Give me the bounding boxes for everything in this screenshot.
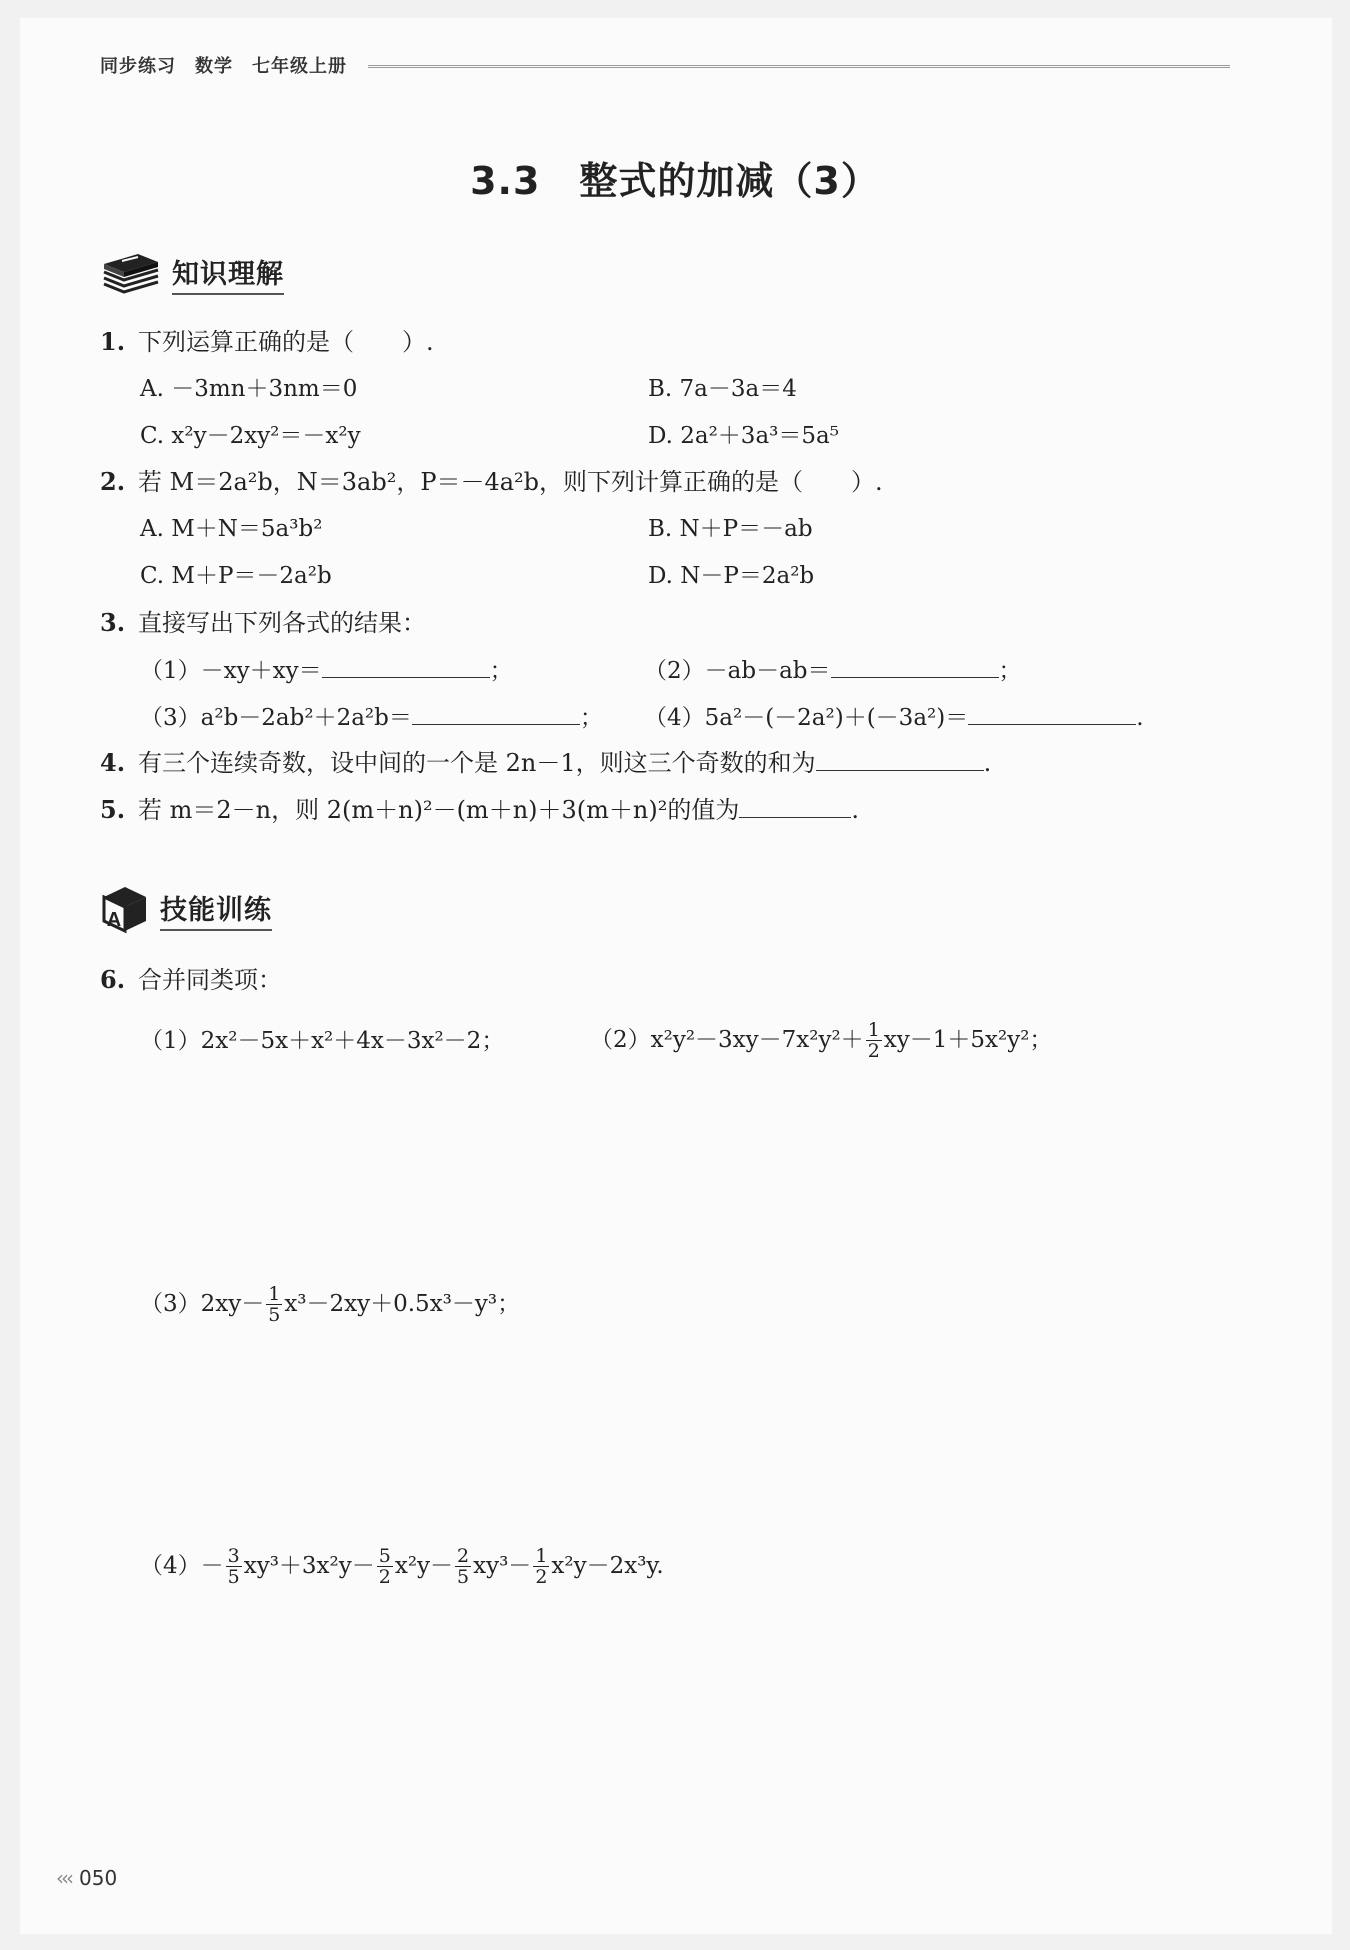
- q1-option-a: A. －3mn＋3nm＝0: [140, 376, 358, 402]
- page-number-text: 050: [79, 1866, 118, 1890]
- numerator: 1: [867, 1018, 880, 1041]
- fraction: [226, 1546, 242, 1587]
- question-number: 2.: [100, 467, 126, 496]
- q3-part-2: [644, 655, 1022, 686]
- question-6: [100, 965, 282, 995]
- q3-part-4: [644, 702, 1144, 733]
- section-skills: [100, 886, 272, 932]
- question-1: [100, 327, 434, 357]
- q6-part-4-expr-e: x²y－2x³y.: [551, 1553, 664, 1579]
- question-stem: 合并同类项：: [138, 966, 282, 994]
- numerator: 5: [378, 1544, 391, 1567]
- fraction: [866, 1020, 882, 1061]
- running-header: 同步练习 数学 七年级上册: [100, 56, 347, 77]
- question-2: [100, 467, 883, 497]
- q6-part-3-expr-a: （3）2xy－: [140, 1291, 265, 1317]
- denominator: 2: [535, 1565, 548, 1588]
- punctuation: .: [851, 796, 859, 824]
- question-number: 3.: [100, 608, 126, 637]
- q6-part-3-expr-b: x³－2xy＋0.5x³－y³；: [284, 1291, 521, 1317]
- answer-blank[interactable]: [831, 655, 999, 678]
- punctuation: ；: [998, 658, 1022, 684]
- fraction: [266, 1284, 282, 1325]
- q3-part-1-expr: （1）－xy＋xy＝: [140, 658, 322, 684]
- q3-part-1: [140, 655, 513, 686]
- fraction: [377, 1546, 393, 1587]
- q6-part-2-expr-a: （2）x²y²－3xy－7x²y²＋: [590, 1027, 864, 1053]
- denominator: 2: [378, 1565, 391, 1588]
- q3-part-4-expr: （4）5a²－(－2a²)＋(－3a²)＝: [644, 705, 969, 731]
- q6-part-4-expr-d: xy³－: [473, 1553, 532, 1579]
- question-stem: 下列运算正确的是（ ）.: [138, 328, 434, 356]
- q6-part-4: [140, 1538, 664, 1594]
- header-rule: [368, 65, 1230, 68]
- q3-part-2-expr: （2）－ab－ab＝: [644, 658, 831, 684]
- answer-blank[interactable]: [739, 795, 851, 818]
- page-title: 3.3 整式的加减（3）: [470, 159, 880, 203]
- q6-part-2: [590, 1012, 1052, 1068]
- question-stem: 直接写出下列各式的结果：: [138, 609, 426, 637]
- question-3: [100, 608, 426, 638]
- denominator: 5: [268, 1303, 281, 1326]
- cube-a-icon: [100, 884, 150, 934]
- numerator: 2: [457, 1544, 470, 1567]
- q2-option-d: D. N－P＝2a²b: [648, 563, 815, 589]
- page-number: [56, 1866, 117, 1890]
- q6-part-4-expr-b: xy³＋3x²y－: [243, 1553, 375, 1579]
- section-knowledge: [100, 250, 284, 296]
- question-stem: 有三个连续奇数，设中间的一个是 2n－1，则这三个奇数的和为: [138, 749, 816, 777]
- question-stem: 若 M＝2a²b，N＝3ab²，P＝－4a²b，则下列计算正确的是（ ）.: [138, 468, 883, 496]
- answer-blank[interactable]: [816, 748, 984, 771]
- answer-blank[interactable]: [322, 655, 490, 678]
- book-stack-icon: [100, 250, 162, 296]
- q2-option-a: A. M＋N＝5a³b²: [140, 516, 323, 542]
- q6-part-4-expr-a: （4）－: [140, 1553, 224, 1579]
- answer-blank[interactable]: [412, 702, 580, 725]
- svg-text:A: A: [106, 909, 122, 931]
- q6-part-2-expr-b: xy－1＋5x²y²；: [883, 1027, 1053, 1053]
- question-number: 5.: [100, 795, 126, 824]
- numerator: 3: [227, 1544, 240, 1567]
- q2-option-c: C. M＋P＝－2a²b: [140, 563, 332, 589]
- numerator: 1: [535, 1544, 548, 1567]
- denominator: 2: [867, 1039, 880, 1062]
- q3-part-3-expr: （3）a²b－2ab²＋2a²b＝: [140, 705, 412, 731]
- q1-option-b: B. 7a－3a＝4: [648, 376, 797, 402]
- numerator: 1: [268, 1282, 281, 1305]
- punctuation: .: [1136, 705, 1144, 731]
- q6-part-4-expr-c: x²y－: [394, 1553, 454, 1579]
- denominator: 5: [227, 1565, 240, 1588]
- question-number: 6.: [100, 965, 126, 994]
- punctuation: ；: [489, 658, 513, 684]
- q1-option-c: C. x²y－2xy²＝－x²y: [140, 423, 361, 449]
- page-arrows-icon: ‹‹‹: [56, 1866, 71, 1890]
- question-number: 4.: [100, 748, 126, 777]
- section-label: 技能训练: [160, 888, 272, 931]
- denominator: 5: [457, 1565, 470, 1588]
- fraction: [455, 1546, 471, 1587]
- q6-part-1: （1）2x²－5x＋x²＋4x－3x²－2；: [140, 1028, 505, 1054]
- question-number: 1.: [100, 327, 126, 356]
- q6-part-3: [140, 1276, 520, 1332]
- q3-part-3: [140, 702, 603, 733]
- question-stem: 若 m＝2－n，则 2(m＋n)²－(m＋n)＋3(m＋n)²的值为: [138, 796, 740, 824]
- answer-blank[interactable]: [968, 702, 1136, 725]
- section-label: 知识理解: [172, 252, 284, 295]
- question-4: [100, 748, 991, 778]
- q1-option-d: D. 2a²＋3a³＝5a⁵: [648, 423, 839, 449]
- punctuation: .: [983, 749, 992, 777]
- fraction: [533, 1546, 549, 1587]
- question-5: [100, 795, 859, 825]
- q2-option-b: B. N＋P＝－ab: [648, 516, 813, 542]
- punctuation: ；: [579, 705, 603, 731]
